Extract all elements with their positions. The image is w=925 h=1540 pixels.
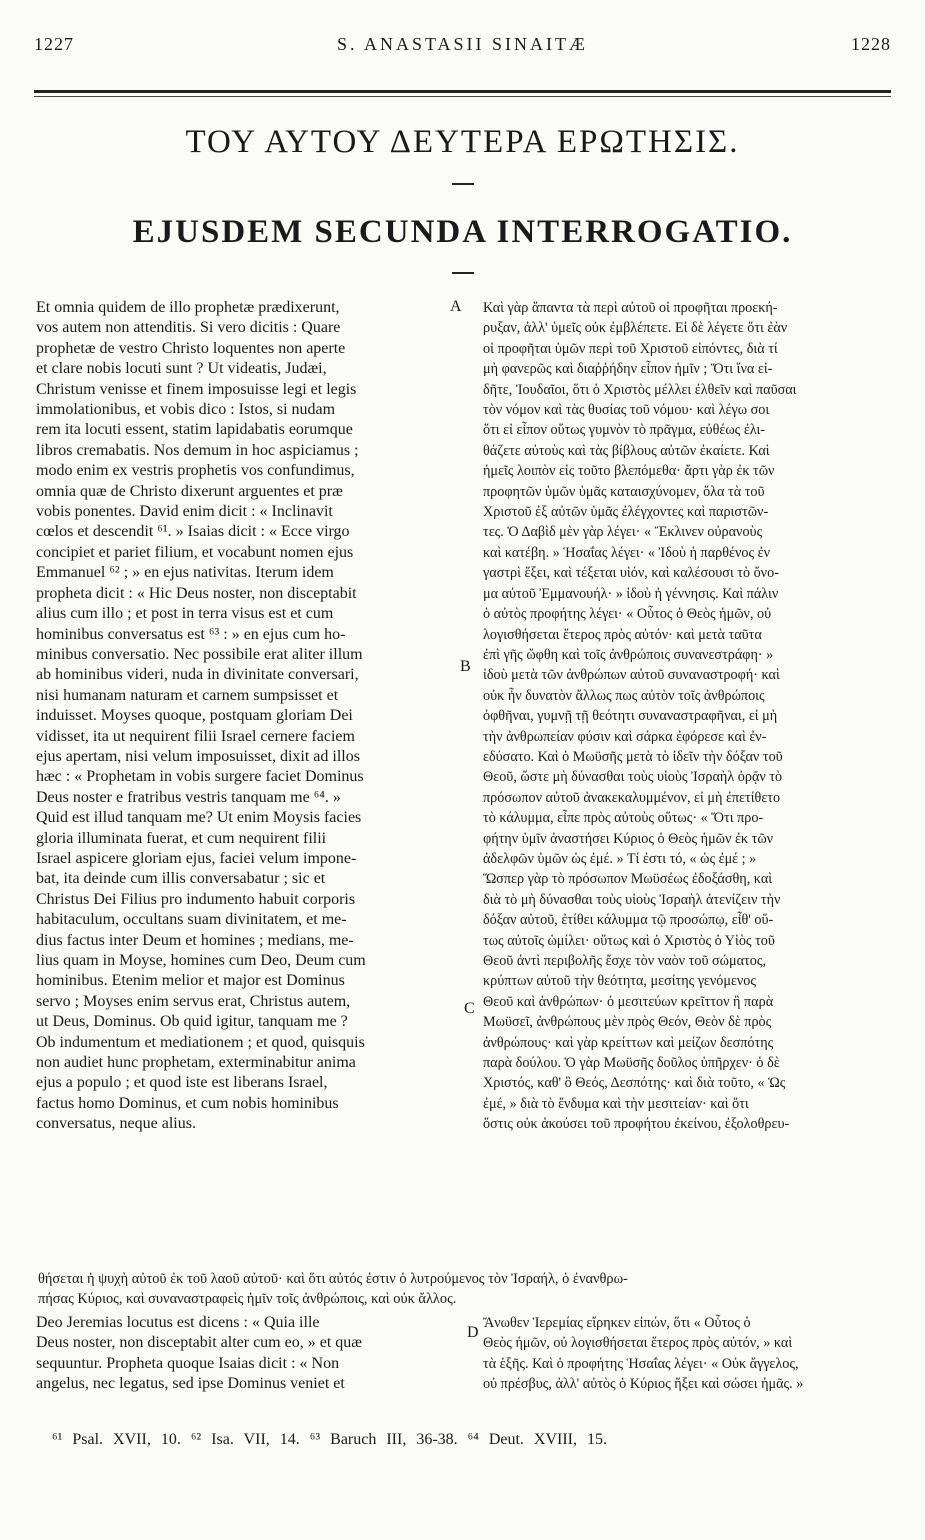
header-rule-thin <box>34 96 891 97</box>
header-rule-thick <box>34 90 891 93</box>
section-marker-c: C <box>464 1000 475 1017</box>
footnotes: ⁶¹ Psal. XVII, 10. ⁶² Isa. VII, 14. ⁶³ Baruch III, 36-38. ⁶⁴ Deut. XVIII, 15. <box>52 1431 608 1448</box>
title-separator <box>452 183 474 185</box>
latin-title: EJUSDEM SECUNDA INTERROGATIO. <box>132 214 793 250</box>
greek-column-text: Καὶ γὰρ ἅπαντα τὰ περὶ αὐτοῦ οἱ προφῆται προεκή- ρυξαν, ἀλλ' ὑμεῖς οὐκ ἐμβλέπετε. Εἰ δὲ λέγετε ὅτι ἐὰν οἱ προφῆται ὑμῶν περὶ τοῦ Χριστοῦ εἰπόντες, διὰ τί μὴ φανερῶς καὶ διαῤῥήδην εἶπον ἡμῖν ; Ὅτι ἵνα εἰ- δῆτε, Ἰουδαῖοι, ὅτι ὁ Χριστὸς μέλλει ἐλθεῖν καὶ παῦσαι τὸν νόμον καὶ τὰς θυσίας τοῦ νόμου· καὶ λέγω σοι ὅτι εἰ εἶπον οὕτως γυμνὸν τὸ πρᾶγμα, εὐθέως ἐλι- θάζετε αὐτοὺς καὶ τὰς βίβλους αὐτῶν ἐκαίετε. Καὶ ἡμεῖς λοιπὸν εἰς τοῦτο βλεπόμεθα· ἄρτι γὰρ ἐκ τῶν προφητῶν ὑμῶν ὑμᾶς καταισχύνομεν, ὅλα τὰ τοῦ Χριστοῦ ἐξ αὐτῶν ὑμᾶς ἐλέγχοντες καὶ παριστῶν- τες. Ὁ Δαβὶδ μὲν γὰρ λέγει· « Ἔκλινεν οὐρανοὺς καὶ κατέβη. » Ἡσαΐας λέγει· « Ἰδοὺ ἡ παρθένος ἐν γαστρὶ ἕξει, καὶ τέξεται υἱόν, καὶ καλέσουσι τὸ ὄνο- μα αὐτοῦ Ἐμμανουήλ· » ἰδοὺ ἡ γέννησις. Καὶ πάλιν ὁ αὐτὸς προφήτης λέγει· « Οὗτος ὁ Θεὸς ἡμῶν, οὐ λογισθήσεται ἕτερος πρὸς αὐτόν· καὶ μετὰ ταῦτα ἐπὶ γῆς ὤφθη καὶ τοῖς ἀνθρώποις συνανεστράφη· » ἰδοὺ μετὰ τῶν ἀνθρώπων αὐτοῦ συναναστροφή· καὶ οὐκ ἦν δυνατὸν ἄλλως πως αὐτὸν τοῖς ἀνθρώποις ὀφθῆναι, γυμνῇ τῇ θεότητι συναναστραφῆναι, εἰ μὴ τὴν ἀνθρωπείαν φύσιν καὶ σάρκα ἐφόρεσε καὶ ἐν- εδύσατο. Καὶ ὁ Μωϋσῆς μετὰ τὸ ἰδεῖν τὴν δόξαν τοῦ Θεοῦ, ὥστε μὴ δύνασθαι τοὺς υἱοὺς Ἰσραὴλ ὁρᾷν τὸ πρόσωπον αὐτοῦ ἀνακεκαλυμμένον, εἰ μὴ ἐπετίθετο τὸ κάλυμμα, εἶπε πρὸς αὐτοὺς οὕτως· « Ὅτι προ- φήτην ὑμῖν ἀναστήσει Κύριος ὁ Θεὸς ἡμῶν ἐκ τῶν ἀδελφῶν ὑμῶν ὡς ἐμέ. » Τί ἐστι τό, « ὡς ἐμέ ; » Ὥσπερ γὰρ τὸ πρόσωπον Μωϋσέως ἐδοξάσθη, καὶ διὰ τὸ μὴ δύνασθαι τοὺς υἱοὺς Ἰσραὴλ ἀτενίζειν τὴν δόξαν αὐτοῦ, ἐτίθει κάλυμμα τῷ προσώπῳ, εἶθ' οὕ- τως αὐτοῖς ὡμίλει· οὕτως καὶ ὁ Χριστὸς ὁ Υἱὸς τοῦ Θεοῦ ἀντὶ περιβολῆς ἔσχε τὸν ναὸν τοῦ σώματος, κρύπτων αὐτοῦ τὴν θεότητα, μεσίτης γενόμενος Θεοῦ καὶ ἀνθρώπων· ὁ μεσιτεύων κρεῖττον ἢ παρὰ Μωϋσεῖ, ἀνθρώπους μὲν πρὸς Θεόν, Θεὸν δὲ πρὸς ἀνθρώπους· καὶ γὰρ κρείττων καὶ μείζων δεσπότης παρὰ δούλου. Ὁ γὰρ Μωϋσῆς δοῦλος ὑπῆρχεν· ὁ δὲ Χριστός, καθ' ὃ Θεός, Δεσπότης· καὶ διὰ τοῦτο, « Ὡς ἐμέ, » διὰ τὸ ἔνδυμα καὶ τὴν μεσιτείαν· καὶ ὅτι ὅστις οὐκ ἀκούσει τοῦ προφήτου ἐκείνου, ἐξολοθρευ- <box>483 300 797 1133</box>
latin-column-text-bottom: Deo Jeremias locutus est dicens : « Quia ille Deus noster, non disceptabit alter cum eo, » et quæ sequuntur. Propheta quoque Isaias dicit : « Non angelus, nec legatus, sed ipse Dominus veniet et <box>36 1314 362 1393</box>
section-marker-d: D <box>467 1324 479 1341</box>
latin-column-text: Et omnia quidem de illo prophetæ prædixerunt, vos autem non attenditis. Si vero dicitis : Quare prophetæ de vestro Christo loquentes non aperte et clare nobis locuti sunt ? Ut videatis, Judæi, Christum venisse et finem imposuisse legi et legis immolationibus, et vobis dico : Istos, si nudam rem ita locuti essent, statim lapidabatis eorumque libros cremabatis. Nos demum in hoc aspiciamus ; modo enim ex vestris prophetis vos confundimus, omnia quæ de Christo dixerunt arguentes et præ vobis ponentes. David enim dicit : « Inclinavit cœlos et descendit ⁶¹. » Isaias dicit : « Ecce virgo concipiet et pariet filium, et vocabunt nomen ejus Emmanuel ⁶² ; » en ejus nativitas. Iterum idem propheta dicit : « Hic Deus noster, non disceptabit alius cum illo ; et post in terra visus est et cum hominibus conversatus est ⁶³ : » en ejus cum ho- minibus conversatio. Nec possibile erat aliter illum ab hominibus videri, nuda in divinitate conversari, nisi humanam naturam et carnem sumpsisset et induisset. Moyses quoque, postquam gloriam Dei vidisset, ita ut nequirent filii Israel cernere faciem ejus apertam, nisi velum imposuisset, dixit ad illos hæc : « Prophetam in vobis surgere faciet Dominus Deus noster e fratribus vestris tanquam me ⁶⁴. » Quid est illud tanquam me? Ut enim Moysis facies gloria illuminata fuerat, et cum nequirent filii Israel aspicere gloriam ejus, faciei velum impone- bat, ita deinde cum illis conversabatur ; sic et Christus Dei Filius pro indumento habuit corporis habitaculum, occultans suam divinitatem, et me- dius factus inter Deum et homines ; medians, me- lius quam in Moyse, homines cum Deo, Deum cum hominibus. Etenim melior et major est Dominus servo ; Moyses enim servus erat, Christus autem, ut Deus, Dominus. Ob quid igitur, tanquam me ? Ob indumentum et mediationem ; et quod, quisquis non audiet hunc prophetam, exterminabitur anima ejus a populo ; et quod iste est liberans Israel, factus homo Dominus, et cum nobis hominibus conversatus, neque alius. <box>36 299 366 1133</box>
greek-column-text-bottom: Ἄνωθεν Ἱερεμίας εἴρηκεν εἰπών, ὅτι « Οὗτος ὁ Θεὸς ἡμῶν, οὐ λογισθήσεται ἕτερος πρὸς αὐτόν, » καὶ τὰ ἑξῆς. Καὶ ὁ προφήτης Ἡσαΐας λέγει· « Οὐκ ἄγγελος, οὐ πρέσβυς, ἀλλ' αὐτὸς ὁ Κύριος ἥξει καὶ σώσει ἡμᾶς. » <box>483 1315 804 1393</box>
greek-full-width-text: θήσεται ἡ ψυχὴ αὐτοῦ ἐκ τοῦ λαοῦ αὐτοῦ· καὶ ὅτι αὐτός ἐστιν ὁ λυτρούμενος τὸν Ἰσραήλ, ὁ ἐνανθρω- πήσας Κύριος, καὶ συναναστραφεὶς ἡμῖν τοῖς ἀνθρώποις, καὶ οὐκ ἄλλος. <box>38 1271 628 1308</box>
page-number-right: 1228 <box>851 34 891 54</box>
page-header <box>34 34 891 60</box>
greek-title: ΤΟΥ ΑΥΤΟΥ ΔΕΥΤΕΡΑ ΕΡΩΤΗΣΙΣ. <box>185 124 740 160</box>
section-marker-a: A <box>450 298 462 315</box>
running-title: S. ANASTASII SINAITÆ <box>336 34 589 54</box>
section-marker-b: B <box>460 658 471 675</box>
page-number-left: 1227 <box>34 34 74 54</box>
title-separator <box>452 272 474 274</box>
